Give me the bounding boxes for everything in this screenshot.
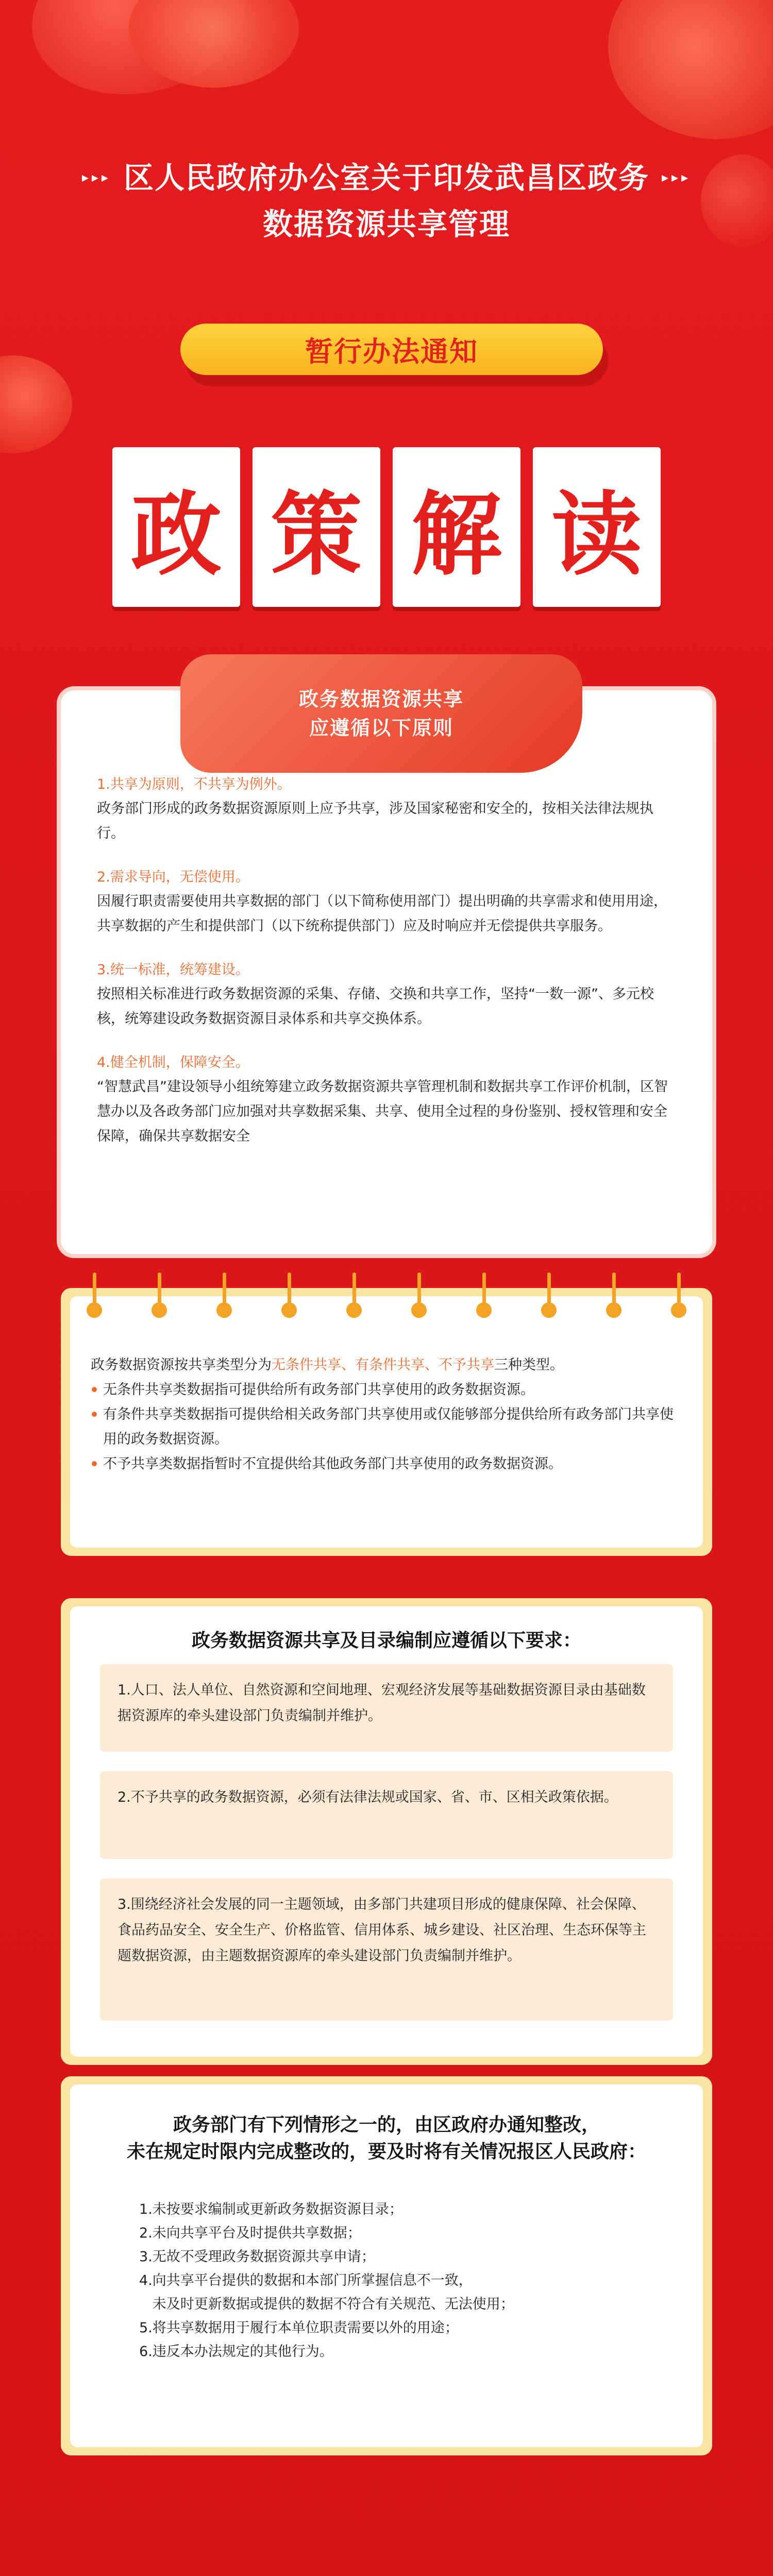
intro-highlight: 无条件共享、有条件共享、不予共享 [272,1357,494,1373]
policy-tile: 政 [112,447,240,607]
rectification-item: 2.未向共享平台及时提供共享数据； [139,2225,361,2241]
rectification-item: 6.违反本办法规定的其他行为。 [139,2344,333,2360]
ring-icon [541,1273,557,1319]
principle-title: 4.健全机制，保障安全。 [97,1055,249,1071]
decor-blob [0,355,72,453]
ring-icon [671,1273,686,1319]
title-line-1: 区人民政府办公室关于印发武昌区政务 [123,160,649,195]
ring-icon [606,1273,621,1319]
subtitle-pill: 暂行办法通知 [180,324,603,375]
intro-suffix: 三种类型。 [494,1357,564,1373]
share-types-text [91,1353,683,1477]
requirement-item: 3.围绕经济社会发展的同一主题领域，由多部门共建项目形成的健康保障、社会保障、食品药品安全、安全生产、价格监管、信用体系、城乡建设、社区治理、生态环保等主题数据资源，由主题数据资源库的牵头建设部门负责编制并维护。 [100,1878,673,2021]
share-types-list [91,1378,683,1477]
principles-badge [180,654,582,773]
policy-tiles [112,447,661,607]
requirements-heading: 政务数据资源共享及目录编制应遵循以下要求： [191,1630,581,1651]
ring-icon [87,1273,102,1319]
rectification-list [139,2198,665,2364]
principle-item [97,773,676,846]
page-title [0,155,773,247]
rectification-heading-line-2: 未在规定时限内完成整改的，要及时将有关情况报区人民政府： [126,2141,646,2162]
principles-card [61,690,712,1254]
ring-icon [152,1273,167,1319]
rectification-heading [70,2111,703,2165]
rectification-item: 5.将共享数据用于履行本单位职责需要以外的用途； [139,2320,459,2336]
arrow-right-icon: ▸▸▸ [662,170,692,185]
rectification-heading-line-1: 政务部门有下列情形之一的，由区政府办通知整改， [173,2114,600,2136]
principle-title: 1.共享为原则，不共享为例外。 [97,776,291,792]
share-type-item: 无条件共享类数据指可提供给所有政务部门共享使用的政务数据资源。 [91,1378,683,1402]
ring-icon [411,1273,427,1319]
title-line-2: 数据资源共享管理 [262,207,510,242]
policy-tile: 读 [533,447,661,607]
rectification-item: 3.无故不受理政务数据资源共享申请； [139,2249,375,2265]
policy-tile: 解 [393,447,520,607]
badge-line-2: 应遵循以下原则 [309,717,453,739]
ring-icon [476,1273,492,1319]
principle-item [97,1051,676,1149]
notebook-rings [62,1273,711,1319]
requirement-item: 2.不予共享的政务数据资源，必须有法律法规或国家、省、市、区相关政策依据。 [100,1771,673,1859]
rectification-item: 未及时更新数据或提供的数据不符合有关规范、无法使用； [139,2296,514,2312]
principle-item [97,958,676,1031]
principle-title: 3.统一标准，统筹建设。 [97,962,249,978]
arrow-left-icon: ▸▸▸ [81,170,111,185]
principle-body: 因履行职责需要使用共享数据的部门（以下简称使用部门）提出明确的共享需求和使用用途，共享数据的产生和提供部门（以下统称提供部门）应及时响应并无偿提供共享服务。 [97,893,667,934]
policy-tile: 策 [253,447,380,607]
share-type-item: 有条件共享类数据指可提供给相关政务部门共享使用或仅能够部分提供给所有政务部门共享使用的政务数据资源。 [91,1402,683,1452]
principles-list [97,773,676,1168]
intro-prefix: 政务数据资源按共享类型分为 [91,1357,272,1373]
principle-body: “智慧武昌”建设领导小组统筹建立政务数据资源共享管理机制和数据共享工作评价机制，区智慧办以及各政务部门应加强对共享数据采集、共享、使用全过程的身份鉴别、授权管理和安全保障，确保共享数据安全 [97,1079,668,1144]
rectification-card [70,2084,703,2447]
principle-item [97,866,676,939]
share-type-item: 不予共享类数据指暂时不宜提供给其他政务部门共享使用的政务数据资源。 [91,1452,683,1477]
share-types-intro [91,1353,683,1378]
ring-icon [281,1273,297,1319]
badge-line-1: 政务数据资源共享 [298,688,464,710]
principle-title: 2.需求导向，无偿使用。 [97,869,249,885]
decor-blob [608,0,773,139]
rectification-item: 1.未按要求编制或更新政务数据资源目录； [139,2201,403,2217]
share-types-card [70,1296,703,1548]
requirement-item: 1.人口、法人单位、自然资源和空间地理、宏观经济发展等基础数据资源目录由基础数据资源库的牵头建设部门负责编制并维护。 [100,1664,673,1752]
principle-body: 按照相关标准进行政务数据资源的采集、存储、交换和共享工作，坚持“一数一源”、多元校核，统筹建设政务数据资源目录体系和共享交换体系。 [97,986,654,1027]
ring-icon [346,1273,362,1319]
ring-icon [216,1273,232,1319]
principle-body: 政务部门形成的政务数据资源原则上应予共享，涉及国家秘密和安全的，按相关法律法规执行。 [97,801,653,841]
requirements-card [70,1606,703,2057]
rectification-item: 4.向共享平台提供的数据和本部门所掌握信息不一致， [139,2273,473,2289]
